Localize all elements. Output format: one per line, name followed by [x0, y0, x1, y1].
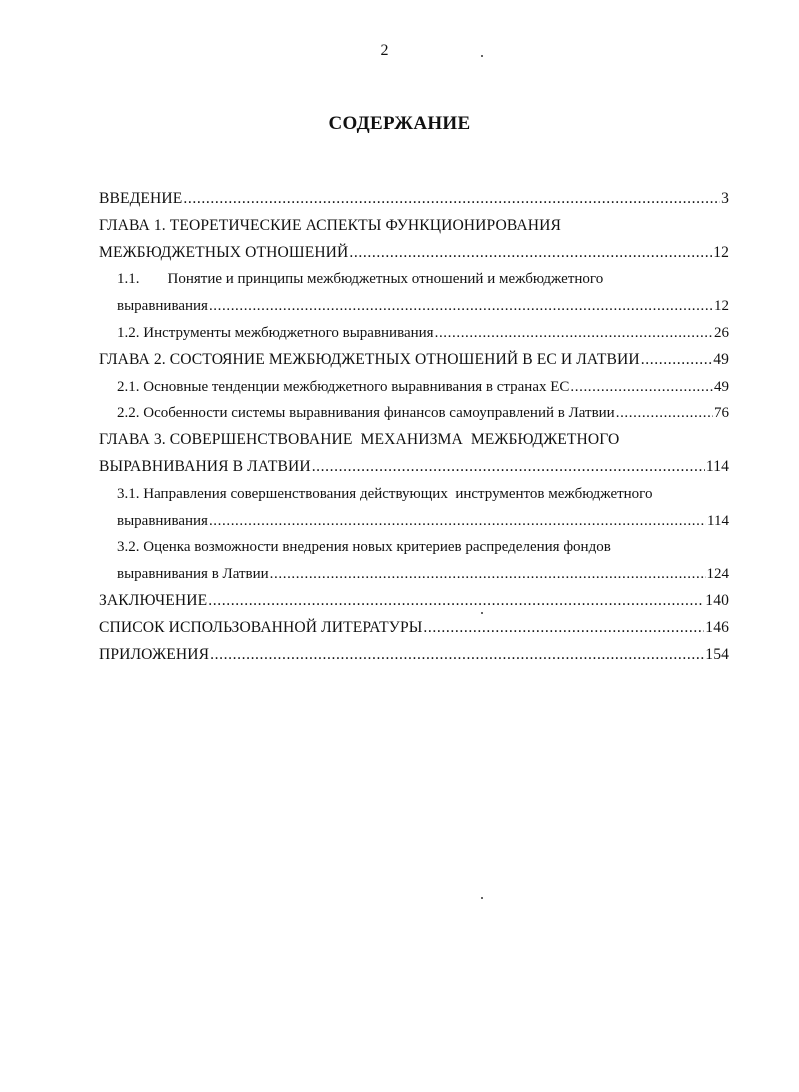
- table-of-contents: [99, 186, 729, 668]
- toc-entry-page: 114: [707, 512, 729, 529]
- toc-entry-page: 12: [713, 243, 729, 261]
- toc-entry-title: ВВЕДЕНИЕ: [99, 190, 183, 207]
- toc-entry: [99, 588, 729, 615]
- toc-entry: [99, 534, 729, 561]
- toc-entry: [99, 374, 729, 401]
- toc-entry-title: 3.1. Направления совершенствования действующих инструментов межбюджетного: [117, 485, 653, 502]
- toc-entry-page: 154: [705, 645, 729, 663]
- toc-entry-page: 124: [706, 566, 729, 583]
- toc-entry-title: выравнивания: [117, 298, 208, 315]
- toc-entry-title: МЕЖБЮДЖЕТНЫХ ОТНОШЕНИЙ: [99, 243, 349, 261]
- toc-entry: [99, 293, 729, 320]
- toc-entry-page: 114: [705, 457, 729, 475]
- toc-entry-title: ГЛАВА 3. СОВЕРШЕНСТВОВАНИЕ МЕХАНИЗМА МЕЖБЮДЖЕТНОГО: [99, 431, 620, 449]
- toc-entry-page: 49: [714, 378, 729, 395]
- toc-leader-dots: [423, 615, 704, 642]
- toc-entry-title: выравнивания: [117, 512, 208, 529]
- toc-entry: [99, 481, 729, 508]
- toc-leader-dots: [349, 240, 712, 267]
- toc-entry: [99, 213, 729, 240]
- toc-entry-title: выравнивания в Латвии: [117, 566, 269, 583]
- toc-entry-title: 1.2. Инструменты межбюджетного выравнивания: [117, 324, 434, 341]
- toc-entry-page: 26: [714, 324, 729, 341]
- toc-leader-dots: [210, 642, 704, 669]
- scan-speck: [481, 55, 483, 57]
- toc-leader-dots: [641, 347, 712, 374]
- toc-entry: [99, 454, 729, 481]
- toc-entry-title: 2.2. Особенности системы выравнивания финансов самоуправлений в Латвии: [117, 405, 615, 422]
- toc-entry: [99, 508, 729, 535]
- toc-entry-title: ЗАКЛЮЧЕНИЕ: [99, 591, 208, 609]
- toc-entry: [99, 615, 729, 642]
- toc-entry-title: СПИСОК ИСПОЛЬЗОВАННОЙ ЛИТЕРАТУРЫ: [99, 618, 423, 636]
- toc-leader-dots: [312, 454, 705, 481]
- toc-entry-title: ГЛАВА 2. СОСТОЯНИЕ МЕЖБЮДЖЕТНЫХ ОТНОШЕНИЙ В ЕС И ЛАТВИИ: [99, 350, 640, 368]
- toc-entry-title: 2.1. Основные тенденции межбюджетного выравнивания в странах ЕС: [117, 378, 570, 395]
- toc-entry-title: Понятие и принципы межбюджетных отношений и межбюджетного: [167, 271, 604, 288]
- toc-entry: [99, 240, 729, 267]
- toc-entry: [99, 347, 729, 374]
- toc-entry-page: 3: [721, 190, 729, 207]
- toc-leader-dots: [270, 561, 706, 588]
- page-number: 2: [380, 42, 389, 59]
- toc-leader-dots: [209, 508, 706, 535]
- toc-entry-page: 76: [714, 405, 729, 422]
- toc-entry-number: 1.1.: [117, 271, 140, 288]
- toc-entry: [99, 266, 729, 293]
- toc-leader-dots: [183, 186, 720, 213]
- page-title: СОДЕРЖАНИЕ: [328, 113, 471, 134]
- toc-entry-page: 140: [705, 591, 729, 609]
- toc-entry-page: 12: [714, 298, 729, 315]
- toc-entry: [99, 427, 729, 454]
- toc-leader-dots: [208, 588, 704, 615]
- toc-entry: [99, 400, 729, 427]
- toc-entry-title: ПРИЛОЖЕНИЯ: [99, 645, 210, 663]
- toc-entry-title: ВЫРАВНИВАНИЯ В ЛАТВИИ: [99, 457, 311, 475]
- scan-speck: [481, 897, 483, 899]
- toc-entry-page: 146: [705, 618, 729, 636]
- toc-leader-dots: [616, 400, 713, 427]
- toc-entry: [99, 561, 729, 588]
- toc-leader-dots: [435, 320, 713, 347]
- toc-entry-title: ГЛАВА 1. ТЕОРЕТИЧЕСКИЕ АСПЕКТЫ ФУНКЦИОНИРОВАНИЯ: [99, 216, 561, 234]
- toc-entry: [99, 186, 729, 213]
- toc-entry-title: 3.2. Оценка возможности внедрения новых критериев распределения фондов: [117, 539, 611, 556]
- toc-entry: [99, 320, 729, 347]
- toc-entry: [99, 642, 729, 669]
- toc-leader-dots: [209, 293, 713, 320]
- toc-leader-dots: [570, 374, 713, 401]
- toc-entry-page: 49: [713, 350, 729, 368]
